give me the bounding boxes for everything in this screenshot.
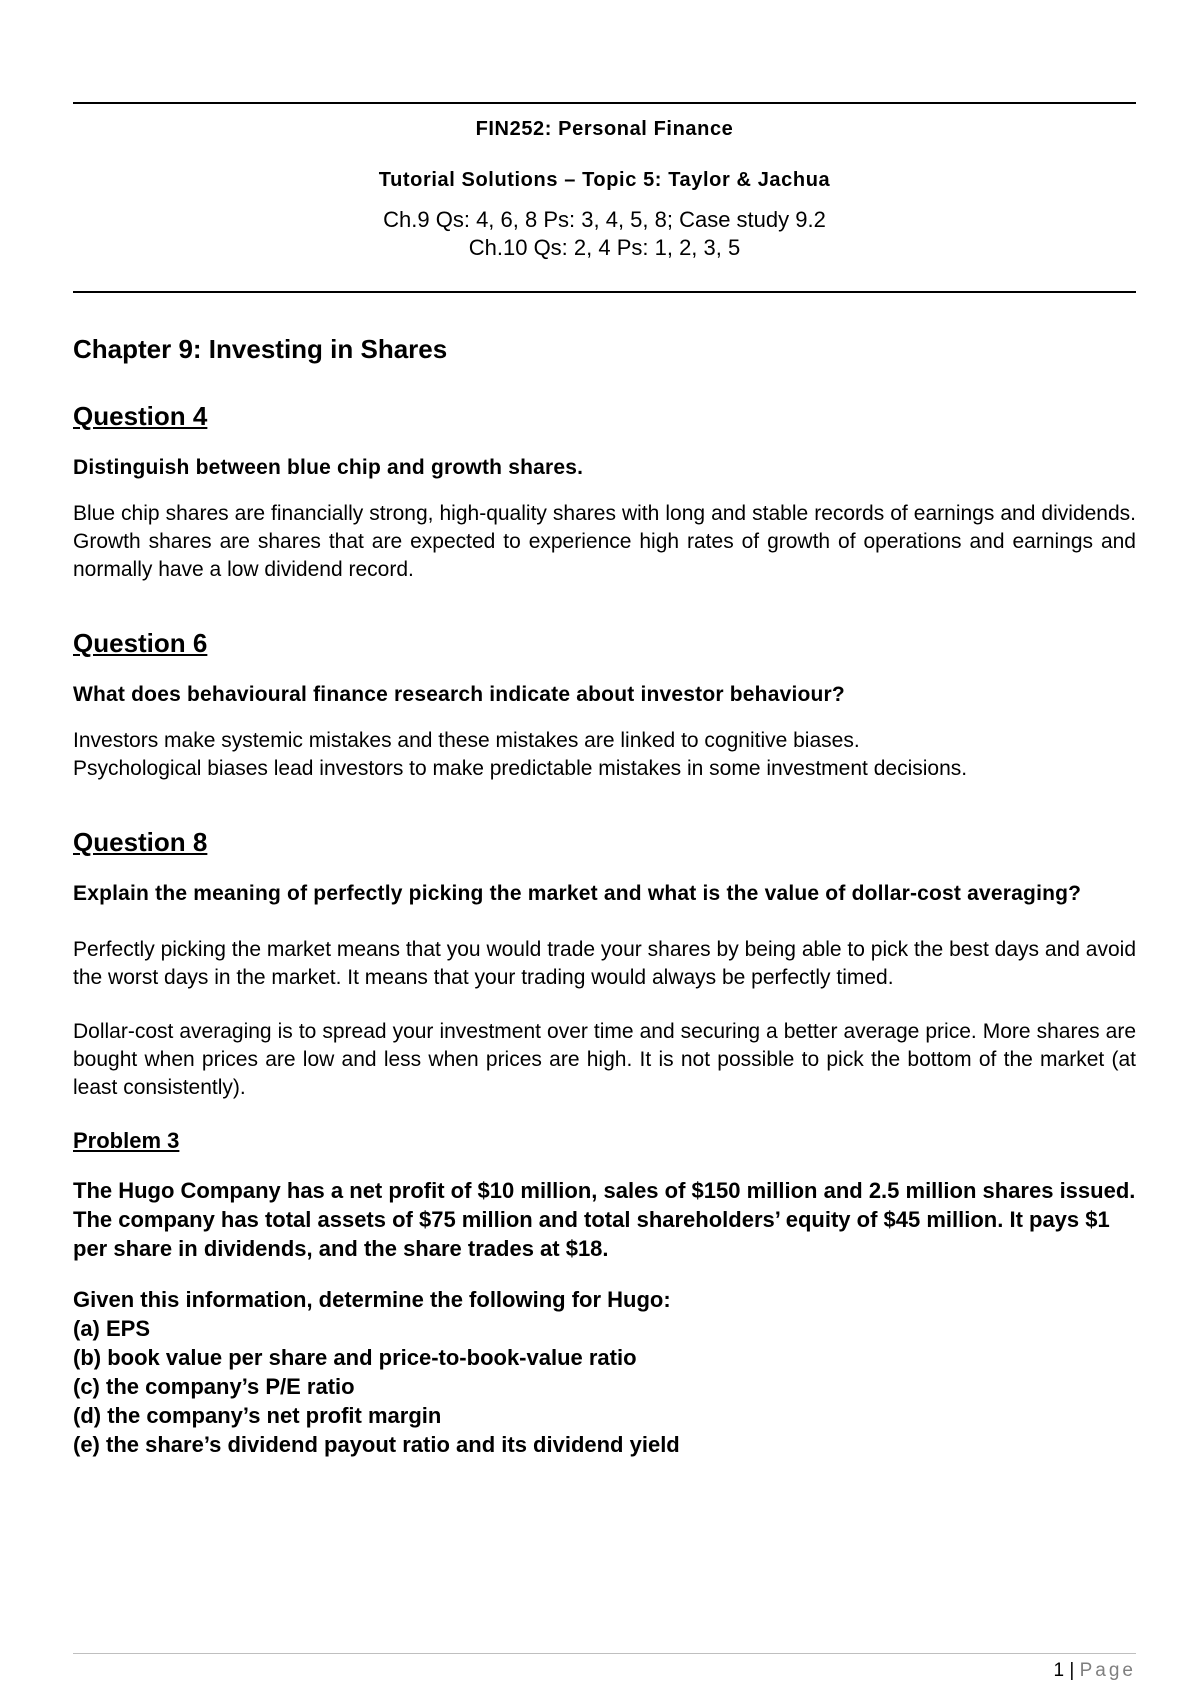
chapter-title: Chapter 9: Investing in Shares	[73, 334, 448, 364]
problem-3-prompt: Given this information, determine the following for Hugo:	[73, 1287, 671, 1312]
tutorial-subtitle: Tutorial Solutions – Topic 5: Taylor & Jachua	[378, 169, 831, 191]
question-6-answer-line1: Investors make systemic mistakes and these mistakes are linked to cognitive biases.	[73, 729, 860, 752]
question-8-answer-p1: Perfectly picking the market means that you would trade your shares by being able to pick the best days and avoid the worst days in the market. It means that your trading would always be perfectly timed.	[73, 938, 1136, 989]
question-6-answer-line2: Psychological biases lead investors to make predictable mistakes in some investment decisions.	[73, 757, 968, 780]
header-top-rule	[73, 102, 1136, 104]
question-8-answer-p2: Dollar-cost averaging is to spread your investment over time and securing a better average price. More shares are bought when prices are low and less when prices are high. It is not possible to pick the bottom of the market (at least consistently).	[73, 1020, 1136, 1099]
problem-3-item-a: (a) EPS	[73, 1316, 151, 1341]
problem-3-item-c: (c) the company’s P/E ratio	[73, 1374, 355, 1399]
chapter9-scope: Ch.9 Qs: 4, 6, 8 Ps: 3, 4, 5, 8; Case study 9.2	[383, 207, 826, 232]
problem-3-statement: The Hugo Company has a net profit of $10 million, sales of $150 million and 2.5 million shares issued. The company has total assets of $75 million and total shareholders’ equity of $45 million. It pays $1 per share in dividends, and the share trades at $18.	[73, 1178, 1136, 1261]
footer-separator: |	[1069, 1660, 1075, 1681]
question-4-answer: Blue chip shares are financially strong, high-quality shares with long and stable records of earnings and dividends. Growth shares are shares that are expected to experience high rates of growth of operations and earnings and normally have a low dividend record.	[73, 502, 1136, 581]
problem-3-item-e: (e) the share’s dividend payout ratio and its dividend yield	[73, 1432, 680, 1457]
page-number: 1	[1053, 1660, 1065, 1681]
page-footer	[1054, 1660, 1136, 1682]
problem-3-heading: Problem 3	[73, 1128, 180, 1153]
question-8-heading: Question 8	[73, 827, 208, 857]
footer-rule	[73, 1653, 1136, 1654]
header-bottom-rule	[73, 291, 1136, 293]
question-4-heading: Question 4	[73, 401, 208, 431]
question-6-section	[73, 628, 1136, 783]
question-8-section	[73, 827, 1136, 1102]
question-6-heading: Question 6	[73, 628, 208, 658]
problem-3-section	[73, 1128, 1136, 1459]
question-8-text: Explain the meaning of perfectly picking the market and what is the value of dollar-cost averaging?	[73, 882, 1082, 905]
question-4-text: Distinguish between blue chip and growth shares.	[73, 456, 584, 479]
course-title: FIN252: Personal Finance	[475, 118, 734, 140]
page-label: Page	[1079, 1660, 1136, 1681]
question-6-text: What does behavioural finance research indicate about investor behaviour?	[73, 683, 845, 706]
problem-3-items	[73, 1314, 1136, 1459]
problem-3-item-d: (d) the company’s net profit margin	[73, 1403, 442, 1428]
problem-3-item-b: (b) book value per share and price-to-book-value ratio	[73, 1345, 637, 1370]
question-4-section	[73, 401, 1136, 584]
chapter10-scope: Ch.10 Qs: 2, 4 Ps: 1, 2, 3, 5	[468, 235, 741, 260]
document-body	[73, 334, 1136, 1459]
